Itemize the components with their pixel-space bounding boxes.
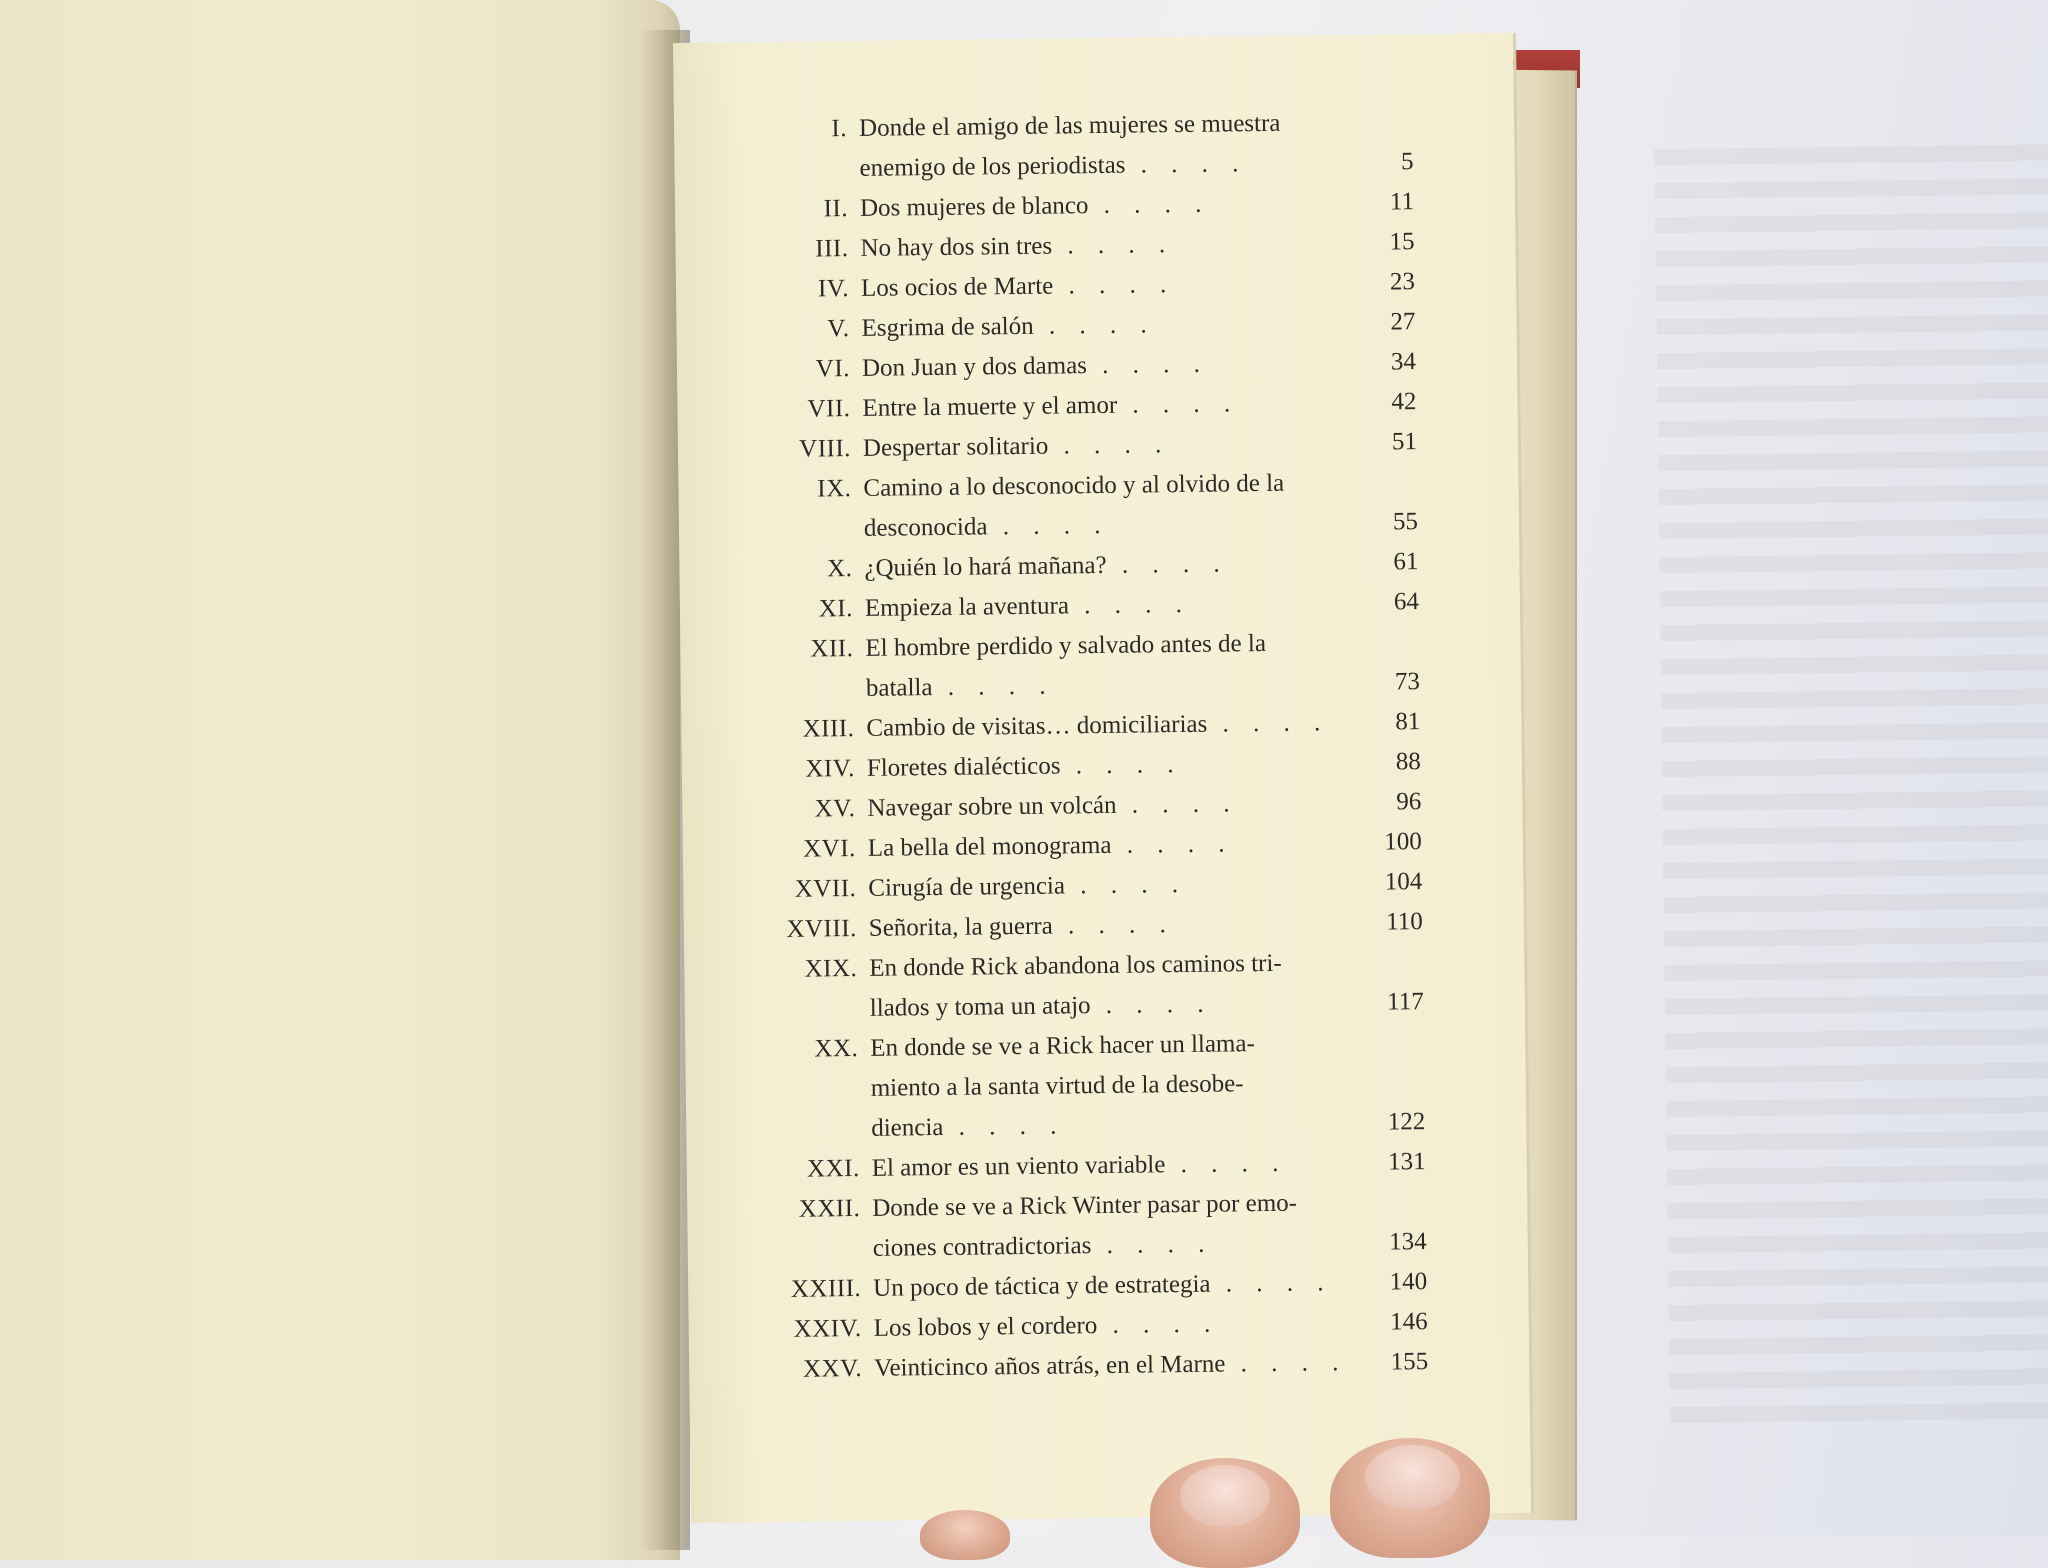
chapter-title (859, 105, 1349, 146)
chapter-title (862, 345, 1352, 386)
chapter-number: IV. (817, 275, 850, 303)
chapter-number (675, 186, 860, 188)
chapter-number: XIII. (802, 715, 855, 743)
toc-list (674, 103, 1530, 1393)
chapter-title-text: Cambio de visitas… domiciliarias (866, 710, 1208, 742)
toc-row (688, 1263, 1528, 1308)
chapter-title (872, 1145, 1362, 1186)
page-number: 140 (1389, 1268, 1428, 1296)
toc-row (682, 783, 1522, 828)
chapter-title (859, 145, 1349, 186)
toc-row (677, 343, 1517, 388)
leader-dots: . . . . (1117, 390, 1240, 419)
table-of-contents-page (673, 33, 1531, 1523)
chapter-title (869, 905, 1359, 946)
chapter-title (865, 585, 1355, 626)
chapter-title (862, 385, 1352, 426)
chapter-title (860, 225, 1350, 266)
chapter-title (873, 1225, 1363, 1266)
chapter-title-text: desconocida (863, 513, 988, 542)
chapter-title-text: ¿Quién lo hará mañana? (864, 551, 1107, 582)
thumbnail (1180, 1465, 1270, 1527)
page-number: 23 (1389, 268, 1416, 296)
page-number: 42 (1391, 388, 1417, 416)
chapter-title-text: Entre la muerte y el amor (862, 391, 1118, 422)
chapter-number: XII. (810, 635, 854, 663)
chapter-number: XXI. (806, 1154, 860, 1183)
chapter-title (873, 1265, 1363, 1306)
chapter-title-text: Camino a lo desconocido y al olvido de la (863, 469, 1285, 502)
chapter-title-text: El hombre perdido y salvado antes de la (865, 629, 1267, 662)
chapter-number: XXII. (798, 1194, 861, 1223)
page-number: 64 (1393, 588, 1420, 616)
leader-dots: . . . . (1090, 990, 1213, 1020)
page-number: 73 (1394, 668, 1421, 696)
page-number: 61 (1393, 548, 1419, 576)
toc-row (680, 623, 1520, 668)
chapter-number: XVII. (794, 875, 857, 903)
chapter-number: XXIV. (793, 1314, 862, 1343)
page-number (1362, 1219, 1426, 1220)
chapter-number (686, 1106, 871, 1108)
leader-dots: . . . . (1086, 350, 1210, 380)
page-number: 27 (1390, 308, 1416, 336)
toc-row (687, 1183, 1527, 1228)
page-number (1354, 499, 1418, 500)
toc-row (685, 983, 1525, 1028)
toc-row (684, 903, 1524, 948)
chapter-title-text: Dos mujeres de blanco (859, 192, 1089, 222)
leader-dots: . . . . (1033, 311, 1156, 340)
chapter-title-text: En donde se ve a Rick hacer un llama- (870, 1030, 1255, 1062)
page-number: 134 (1389, 1228, 1427, 1256)
chapter-title (868, 825, 1358, 866)
chapter-title-text: miento a la santa virtud de la desobe- (870, 1070, 1244, 1102)
toc-row (679, 503, 1519, 548)
page-number: 15 (1389, 228, 1415, 256)
left-blank-page (0, 0, 680, 1560)
chapter-title-text: Despertar solitario (862, 432, 1049, 462)
chapter-title-text: Navegar sobre un volcán (867, 791, 1117, 822)
toc-row (674, 143, 1514, 188)
toc-row (684, 943, 1524, 988)
leader-dots: . . . . (1053, 271, 1176, 300)
page-number (1349, 139, 1413, 140)
show-through-text (1654, 126, 2048, 1432)
toc-row (676, 263, 1516, 308)
chapter-title-text: La bella del monograma (867, 831, 1112, 862)
toc-row (689, 1303, 1529, 1348)
chapter-title (872, 1185, 1362, 1226)
toc-row (675, 183, 1515, 228)
chapter-number (686, 1146, 871, 1148)
chapter-number: XIX. (804, 955, 858, 983)
toc-row (688, 1223, 1528, 1268)
page-number: 117 (1387, 988, 1424, 1016)
leader-dots: . . . . (1048, 431, 1171, 460)
leader-dots: . . . . (1060, 751, 1183, 780)
toc-row (683, 863, 1523, 908)
toc-row (687, 1143, 1527, 1188)
page-number: 55 (1392, 508, 1419, 536)
chapter-title-text: llados y toma un atajo (869, 992, 1091, 1022)
chapter-number: VIII. (799, 435, 852, 463)
leader-dots: . . . . (943, 1112, 1066, 1141)
chapter-title (865, 625, 1355, 666)
page-number (1359, 979, 1423, 980)
chapter-title (863, 425, 1353, 466)
chapter-title-text: Empieza la aventura (864, 592, 1070, 622)
chapter-title (867, 785, 1357, 826)
chapter-number: IX. (817, 475, 852, 503)
chapter-title-text: Los lobos y el cordero (873, 1312, 1098, 1342)
page-number: 5 (1400, 148, 1414, 176)
leader-dots: . . . . (1225, 1349, 1348, 1378)
page-number (1356, 659, 1420, 660)
leader-dots: . . . . (1165, 1149, 1288, 1179)
chapter-title-text: diencia (871, 1113, 944, 1142)
chapter-title-text: ciones contradictorias (872, 1232, 1092, 1262)
chapter-number (688, 1266, 873, 1268)
chapter-number: XVI. (802, 835, 857, 863)
chapter-title-text: Esgrima de salón (861, 312, 1034, 342)
chapter-title (870, 1025, 1360, 1066)
toc-row (683, 823, 1523, 868)
chapter-title (869, 945, 1359, 986)
page-number: 11 (1389, 188, 1415, 216)
page-number: 51 (1391, 428, 1418, 456)
chapter-number: XIV. (805, 755, 856, 783)
leader-dots: . . . . (1207, 709, 1330, 738)
toc-row (685, 1023, 1525, 1068)
leader-dots: . . . . (1068, 590, 1192, 620)
leader-dots: . . . . (987, 511, 1110, 541)
chapter-title (863, 465, 1353, 506)
toc-row (686, 1063, 1526, 1108)
chapter-title (861, 305, 1351, 346)
chapter-number: XXV. (802, 1354, 863, 1383)
chapter-title (868, 865, 1358, 906)
toc-row (681, 703, 1521, 748)
fingernail (1365, 1445, 1460, 1510)
chapter-title (873, 1305, 1363, 1346)
chapter-title (870, 985, 1360, 1026)
toc-row (680, 583, 1520, 628)
finger-edge (920, 1510, 1010, 1560)
toc-row (681, 663, 1521, 708)
toc-row (678, 463, 1518, 508)
page-number: 81 (1395, 708, 1421, 736)
chapter-number: II. (823, 195, 849, 223)
toc-row (677, 383, 1517, 428)
chapter-title (867, 745, 1357, 786)
leader-dots: . . . . (1116, 790, 1239, 819)
chapter-title (866, 665, 1356, 706)
page-number: 88 (1395, 748, 1421, 776)
leader-dots: . . . . (1111, 830, 1234, 859)
chapter-title (860, 185, 1350, 226)
chapter-number: XVIII. (786, 915, 857, 943)
chapter-title-text: Donde el amigo de las mujeres se muestra (858, 109, 1281, 142)
chapter-title (864, 505, 1354, 546)
chapter-title (864, 545, 1354, 586)
leader-dots: . . . . (1052, 911, 1175, 940)
page-number: 131 (1388, 1148, 1426, 1176)
chapter-title-text: enemigo de los periodistas (859, 151, 1126, 182)
toc-row (678, 423, 1518, 468)
leader-dots: . . . . (1125, 150, 1248, 179)
chapter-title (861, 265, 1351, 306)
chapter-title-text: batalla (865, 674, 933, 702)
chapter-number: VII. (807, 395, 851, 423)
leader-dots: . . . . (1088, 190, 1211, 220)
page-number: 100 (1384, 828, 1422, 856)
chapter-title-text: El amor es un viento variable (871, 1151, 1166, 1182)
leader-dots: . . . . (932, 672, 1055, 702)
chapter-number: V. (827, 315, 850, 343)
leader-dots: . . . . (1106, 550, 1229, 579)
leader-dots: . . . . (1091, 1230, 1214, 1260)
chapter-title-text: Un poco de táctica y de estrategia (873, 1270, 1211, 1302)
chapter-title (871, 1105, 1361, 1146)
toc-row (675, 223, 1515, 268)
toc-row (689, 1343, 1529, 1388)
page-number: 96 (1396, 788, 1422, 816)
chapter-number: XXIII. (790, 1274, 862, 1303)
chapter-title-text: Señorita, la guerra (868, 912, 1053, 942)
page-number: 104 (1384, 868, 1423, 896)
chapter-title (871, 1065, 1361, 1106)
chapter-number: VI. (815, 355, 851, 383)
chapter-title-text: Don Juan y dos damas (861, 352, 1088, 382)
leader-dots: . . . . (1097, 1310, 1220, 1340)
chapter-number (685, 1026, 870, 1028)
chapter-number: XI. (818, 595, 854, 623)
leader-dots: . . . . (1210, 1269, 1333, 1298)
leader-dots: . . . . (1064, 870, 1188, 900)
page-number: 122 (1387, 1108, 1426, 1136)
chapter-title-text: Floretes dialécticos (866, 752, 1061, 782)
page-number: 34 (1390, 348, 1417, 376)
page-number: 110 (1386, 908, 1423, 936)
page-number (1360, 1059, 1424, 1060)
chapter-title (874, 1345, 1364, 1386)
chapter-title-text: Cirugía de urgencia (868, 872, 1066, 902)
page-number: 155 (1390, 1348, 1429, 1376)
chapter-number: I. (831, 115, 848, 143)
page-number (1361, 1099, 1425, 1100)
chapter-title-text: Los ocios de Marte (860, 272, 1054, 302)
chapter-title-text: No hay dos sin tres (860, 232, 1053, 262)
chapter-number: III. (815, 235, 849, 263)
chapter-title-text: Donde se ve a Rick Winter pasar por emo- (872, 1189, 1298, 1222)
toc-row (674, 103, 1514, 148)
chapter-number: XX. (814, 1034, 859, 1063)
chapter-title-text: En donde Rick abandona los caminos tri- (869, 949, 1282, 982)
chapter-number: X. (826, 555, 853, 583)
chapter-title (866, 705, 1356, 746)
chapter-number: XV. (814, 795, 856, 823)
toc-row (676, 303, 1516, 348)
page-number: 146 (1390, 1308, 1428, 1336)
chapter-number (679, 546, 864, 548)
toc-row (682, 743, 1522, 788)
toc-row (686, 1103, 1526, 1148)
chapter-number (681, 706, 866, 708)
leader-dots: . . . . (1051, 231, 1175, 260)
toc-row (679, 543, 1519, 588)
chapter-title-text: Veinticinco años atrás, en el Marne (874, 1350, 1226, 1382)
